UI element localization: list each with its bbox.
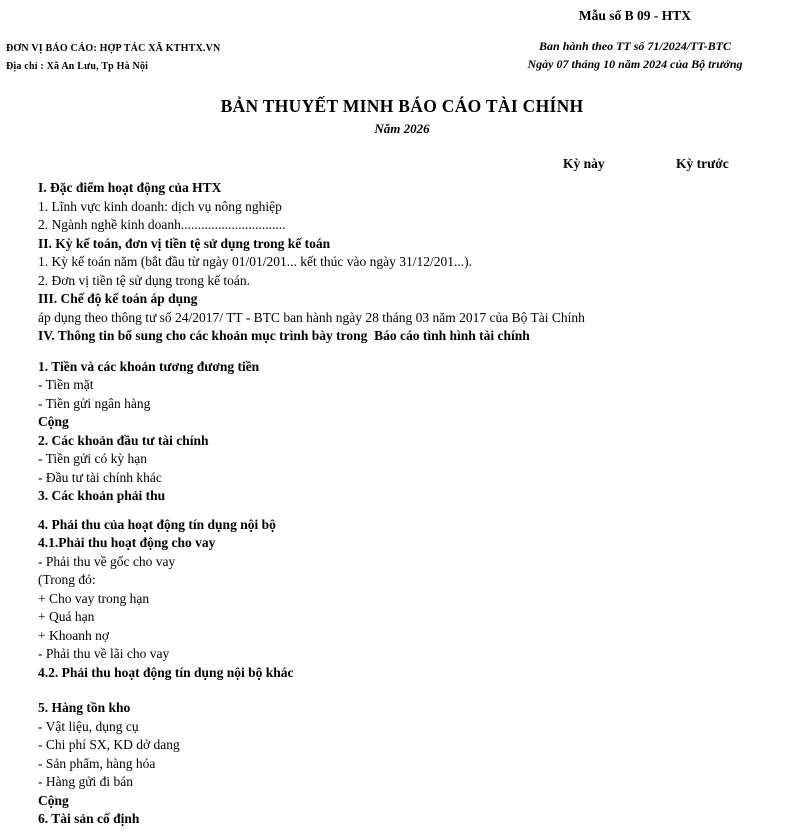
document-line: 5. Hàng tồn kho (38, 700, 131, 715)
document-line: 1. Kỳ kế toán năm (bắt đầu từ ngày 01/01/201... kết thúc vào ngày 31/12/201...). (38, 254, 472, 269)
reporting-unit-block (6, 40, 220, 76)
document-line: - Tiền mặt (38, 377, 94, 392)
reporting-unit-address: Địa chỉ : Xã An Lưu, Tp Hà Nội (6, 61, 149, 72)
document-line: áp dụng theo thông tư số 24/2017/ TT - BTC ban hành ngày 28 tháng 03 năm 2017 của Bộ Tài Chính (38, 309, 585, 325)
page-subtitle: Năm 2026 (374, 121, 430, 136)
document-line: 3. Các khoản phải thu (38, 488, 166, 503)
document-line: 2. Các khoản đầu tư tài chính (38, 432, 209, 448)
document-line: 4. Phải thu của hoạt động tín dụng nội bộ (38, 516, 276, 532)
document-line: Cộng (38, 414, 69, 429)
document-line: 1. Lĩnh vực kinh doanh: dịch vụ nông nghiệp (38, 198, 282, 214)
document-line: + Quá hạn (38, 609, 95, 624)
document-line: IV. Thông tin bổ sung cho các khoản mục trình bày trong Báo cáo tình hình tài chính (38, 328, 530, 343)
document-line: + Cho vay trong hạn (38, 590, 150, 606)
document-line: + Khoanh nợ (38, 627, 109, 643)
document-line: - Tiền gửi ngân hàng (38, 395, 151, 411)
document-line: 2. Ngành nghề kinh doanh............................... (38, 217, 286, 232)
document-line: III. Chế độ kế toán áp dụng (38, 291, 198, 306)
form-issued-per: Ban hành theo TT số 71/2024/TT-BTC (539, 39, 731, 53)
document-line: 6. Tài sản cố định (38, 811, 140, 826)
document-line: - Sản phẩm, hàng hóa (38, 755, 156, 771)
document-line: (Trong đó: (38, 572, 96, 587)
document-line: - Đầu tư tài chính khác (38, 469, 162, 485)
document-line: Cộng (38, 792, 69, 808)
document-line: 2. Đơn vị tiền tệ sử dụng trong kế toán. (38, 272, 251, 288)
document-line: II. Kỳ kế toán, đơn vị tiền tệ sử dụng trong kế toán (38, 235, 331, 251)
document-line: - Chi phí SX, KD dở dang (38, 737, 180, 752)
document-line: - Phải thu về gốc cho vay (38, 553, 176, 569)
column-header-current-period: Kỳ này (563, 156, 605, 171)
document-body (38, 179, 788, 829)
document-line: 4.2. Phải thu hoạt động tín dụng nội bộ khác (38, 664, 294, 680)
column-header-previous-period: Kỳ trước (676, 156, 729, 171)
document-line: - Phải thu về lãi cho vay (38, 646, 170, 661)
document-line: - Vật liệu, dụng cụ (38, 718, 139, 734)
document-line: - Hàng gửi đi bán (38, 774, 134, 789)
document-line: 4.1.Phải thu hoạt động cho vay (38, 535, 216, 550)
document-line: 1. Tiền và các khoản tương đương tiền (38, 358, 260, 374)
document-line: I. Đặc điểm hoạt động của HTX (38, 180, 222, 195)
form-info-block (480, 8, 790, 73)
form-number: Mẫu số B 09 - HTX (578, 8, 692, 23)
document-line: - Tiền gửi có kỳ hạn (38, 451, 147, 466)
page-title: BẢN THUYẾT MINH BÁO CÁO TÀI CHÍNH (220, 96, 584, 116)
form-issued-date: Ngày 07 tháng 10 năm 2024 của Bộ trưởng (527, 57, 743, 71)
reporting-unit: ĐƠN VỊ BÁO CÁO: HỢP TÁC XÃ KTHTX.VN (6, 43, 221, 54)
